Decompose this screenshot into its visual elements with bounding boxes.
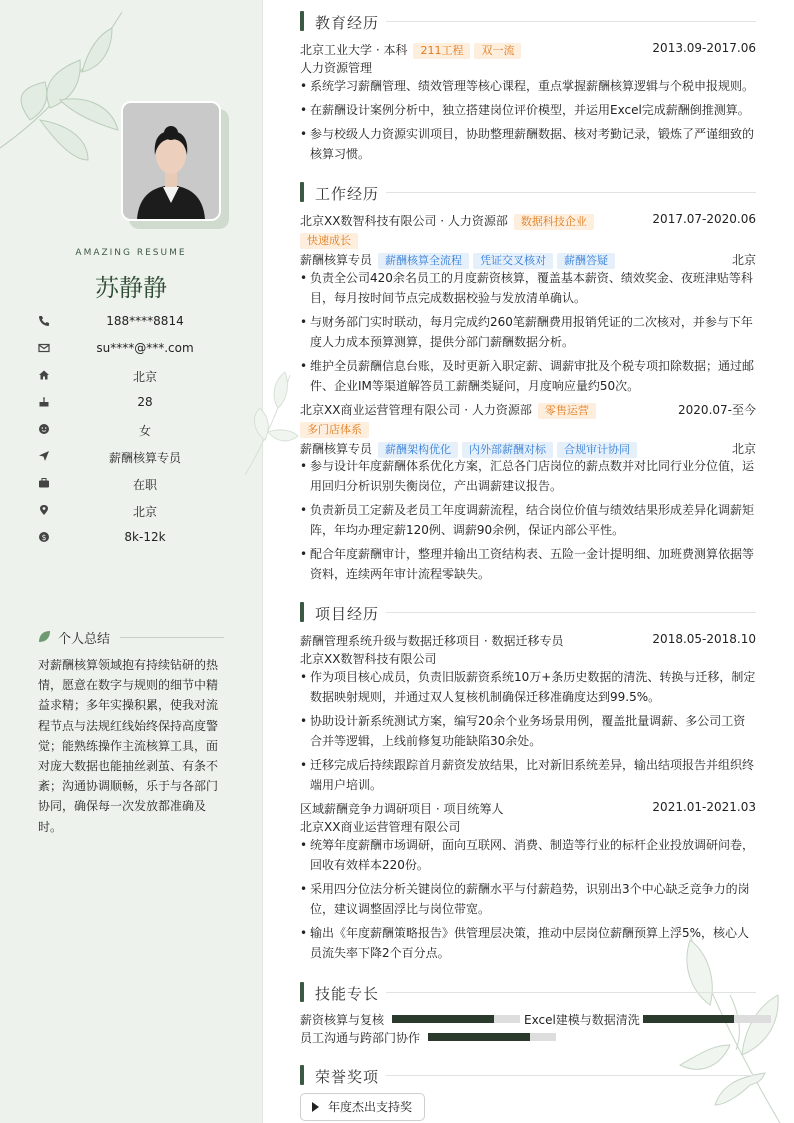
gender-icon xyxy=(38,423,50,435)
school-name: 北京工业大学 · 本科 xyxy=(300,43,408,57)
list-item: • 负责全公司420余名员工的月度薪资核算，覆盖基本薪资、绩效奖金、夜班津贴等科目，每月按时间节点完成数据校验与发放清单确认。 xyxy=(300,271,753,305)
skill-bar xyxy=(428,1033,556,1041)
work-role-row xyxy=(300,251,756,269)
list-item: • 维护全员薪酬信息台账，及时更新入职定薪、调薪审批及个税专项扣除数据；通过邮件、企业IM等渠道解答员工薪酬类疑问，月度响应量约50次。 xyxy=(300,359,755,393)
company-tag: 零售运营 xyxy=(538,403,596,419)
send-icon xyxy=(38,450,50,462)
section-education: 教育经历 xyxy=(300,11,756,31)
briefcase-icon xyxy=(38,477,50,489)
company-tag: 多门店体系 xyxy=(300,422,369,438)
list-item: • 负责新员工定薪及老员工年度调薪流程，结合岗位价值与绩效结果形成差异化调薪矩阵，年均办理定薪120例、调薪90余例，保证内部公平性。 xyxy=(300,503,755,537)
leaf-decoration-icon xyxy=(670,935,794,1123)
project-org: 北京XX数智科技有限公司 xyxy=(300,652,437,666)
work-header xyxy=(300,401,756,419)
info-gender: 女 xyxy=(38,420,238,447)
list-item: • 统筹年度薪酬市场调研，面向互联网、消费、制造等行业的标杆企业投放调研问卷，回收有效样本220份。 xyxy=(300,838,755,872)
summary-text: 对薪酬核算领域抱有持续钻研的热情，愿意在数字与规则的细节中精益求精；多年实操积累，使我对流程节点与法规红线始终保持高度警觉；能熟练操作主流核算工具，面对庞大数据也能抽丝剥茧、有条不紊；沟通协调顺畅，乐于与各部门协同，确保每一次发放都准确及时。 xyxy=(38,658,219,834)
skill-bar-fill xyxy=(643,1015,734,1023)
project-header xyxy=(300,800,756,818)
cake-icon xyxy=(38,396,50,408)
role-tag: 合规审计协同 xyxy=(557,442,637,458)
skill-bar-fill xyxy=(392,1015,494,1023)
company-name: 北京XX商业运营管理有限公司 · 人力资源部 xyxy=(300,403,532,417)
list-item: • 采用四分位法分析关键岗位的薪酬水平与付薪趋势，识别出3个中心缺乏竞争力的岗位，建议调整固浮比与岗位带宽。 xyxy=(300,882,750,916)
education-header xyxy=(300,41,756,59)
education-major: 人力资源管理 xyxy=(300,61,373,75)
section-work: 工作经历 xyxy=(300,182,756,202)
info-home: 北京 xyxy=(38,366,238,393)
role-tag: 薪酬架构优化 xyxy=(378,442,458,458)
list-item: • 作为项目核心成员，负责旧版薪资系统10万+条历史数据的清洗、转换与迁移，制定数据映射规则，并通过双人复核机制确保迁移准确度达到99.5%。 xyxy=(300,670,756,704)
sidebar xyxy=(0,0,263,1123)
project-title: 薪酬管理系统升级与数据迁移项目 · 数据迁移专员 xyxy=(300,634,564,648)
info-location: 北京 xyxy=(38,501,238,528)
company-name: 北京XX数智科技有限公司 · 人力资源部 xyxy=(300,214,508,228)
education-tag: 双一流 xyxy=(474,43,521,59)
summary-heading: 个人总结 xyxy=(38,628,224,646)
skill-item: Excel建模与数据清洗 xyxy=(524,1011,772,1027)
work-city: 北京 xyxy=(731,253,756,267)
section-project: 项目经历 xyxy=(300,602,756,622)
role-tag: 内外部薪酬对标 xyxy=(462,442,553,458)
leaf-icon xyxy=(38,630,51,643)
award-item: 年度杰出支持奖 xyxy=(300,1093,425,1121)
contact-info xyxy=(38,312,238,555)
info-age: 28 xyxy=(38,393,238,420)
skill-bar xyxy=(643,1015,771,1023)
skill-bar xyxy=(392,1015,520,1023)
email-icon xyxy=(38,342,50,354)
job-role: 薪酬核算专员 xyxy=(300,442,373,456)
project-date: 2018.05-2018.10 xyxy=(652,632,756,646)
info-email: su****@***.com xyxy=(38,339,238,366)
list-item: • 迁移完成后持续跟踪首月薪资发放结果，比对新旧系统差异，输出结项报告并组织终端用户培训。 xyxy=(300,758,755,792)
home-icon xyxy=(38,369,50,381)
project-header xyxy=(300,632,756,650)
skill-item: 薪资核算与复核 xyxy=(300,1011,522,1027)
location-icon xyxy=(38,504,50,516)
list-item: • 参与校级人力资源实训项目，协助整理薪酬数据、核对考勤记录，锻炼了严谨细致的核算习惯。 xyxy=(300,127,755,161)
list-item: • 系统学习薪酬管理、绩效管理等核心课程，重点掌握薪酬核算逻辑与个税申报规则。 xyxy=(300,79,755,93)
education-tag: 211工程 xyxy=(413,43,470,59)
project-title: 区域薪酬竞争力调研项目 · 项目统筹人 xyxy=(300,802,504,816)
work-header xyxy=(300,212,756,230)
work-date: 2017.07-2020.06 xyxy=(652,212,756,226)
role-tag: 凭证交叉核对 xyxy=(473,253,553,269)
education-date: 2013.09-2017.06 xyxy=(652,41,756,55)
work-tag-row xyxy=(300,422,756,440)
section-skills: 技能专长 xyxy=(300,982,756,1002)
skill-item: 员工沟通与跨部门协作 xyxy=(300,1029,558,1045)
job-role: 薪酬核算专员 xyxy=(300,253,373,267)
avatar xyxy=(121,101,221,221)
company-tag: 快速成长 xyxy=(300,233,358,249)
list-item: • 配合年度薪酬审计，整理并输出工资结构表、五险一金计提明细、加班费测算依据等资料，连续两年审计流程零缺失。 xyxy=(300,547,755,581)
info-salary: $ 8k-12k xyxy=(38,528,238,555)
role-tag: 薪酬核算全流程 xyxy=(378,253,469,269)
project-org: 北京XX商业运营管理有限公司 xyxy=(300,820,461,834)
svg-text:$: $ xyxy=(41,532,47,542)
list-item: • 在薪酬设计案例分析中，独立搭建岗位评价模型，并运用Excel完成薪酬倒推测算。 xyxy=(300,103,750,117)
list-item: • 与财务部门实时联动，每月完成约260笔薪酬费用报销凭证的二次核对，并参与下年度人力成本预算测算，提供分部门薪酬数据分析。 xyxy=(300,315,753,349)
list-item: • 协助设计新系统测试方案，编写20余个业务场景用例，覆盖批量调薪、多公司工资合并等逻辑，上线前修复功能缺陷30余处。 xyxy=(300,714,746,748)
work-city: 北京 xyxy=(731,442,756,456)
skill-bar-fill xyxy=(428,1033,530,1041)
work-date: 2020.07-至今 xyxy=(678,403,756,417)
phone-icon xyxy=(38,315,50,327)
play-icon xyxy=(312,1102,319,1112)
info-phone: 188****8814 xyxy=(38,312,238,339)
salary-icon xyxy=(38,531,50,543)
work-tag-row xyxy=(300,233,756,251)
section-honors: 荣誉奖项 xyxy=(300,1065,756,1085)
info-position: 薪酬核算专员 xyxy=(38,447,238,474)
info-status: 在职 xyxy=(38,474,238,501)
company-tag: 数据科技企业 xyxy=(514,214,594,230)
project-date: 2021.01-2021.03 xyxy=(652,800,756,814)
role-tag: 薪酬答疑 xyxy=(557,253,615,269)
leaf-decoration-icon xyxy=(240,370,300,480)
resume-banner: AMAZING RESUME xyxy=(75,248,187,258)
portrait-photo xyxy=(123,103,219,219)
person-name: 苏静静 xyxy=(95,274,167,302)
list-item: • 输出《年度薪酬策略报告》供管理层决策，推动中层岗位薪酬预算上浮5%，核心人员流失率下降2个百分点。 xyxy=(300,926,750,960)
list-item: • 参与设计年度薪酬体系优化方案，汇总各门店岗位的薪点数并对比同行业分位值，运用回归分析识别失衡岗位，产出调薪建议报告。 xyxy=(300,459,755,493)
